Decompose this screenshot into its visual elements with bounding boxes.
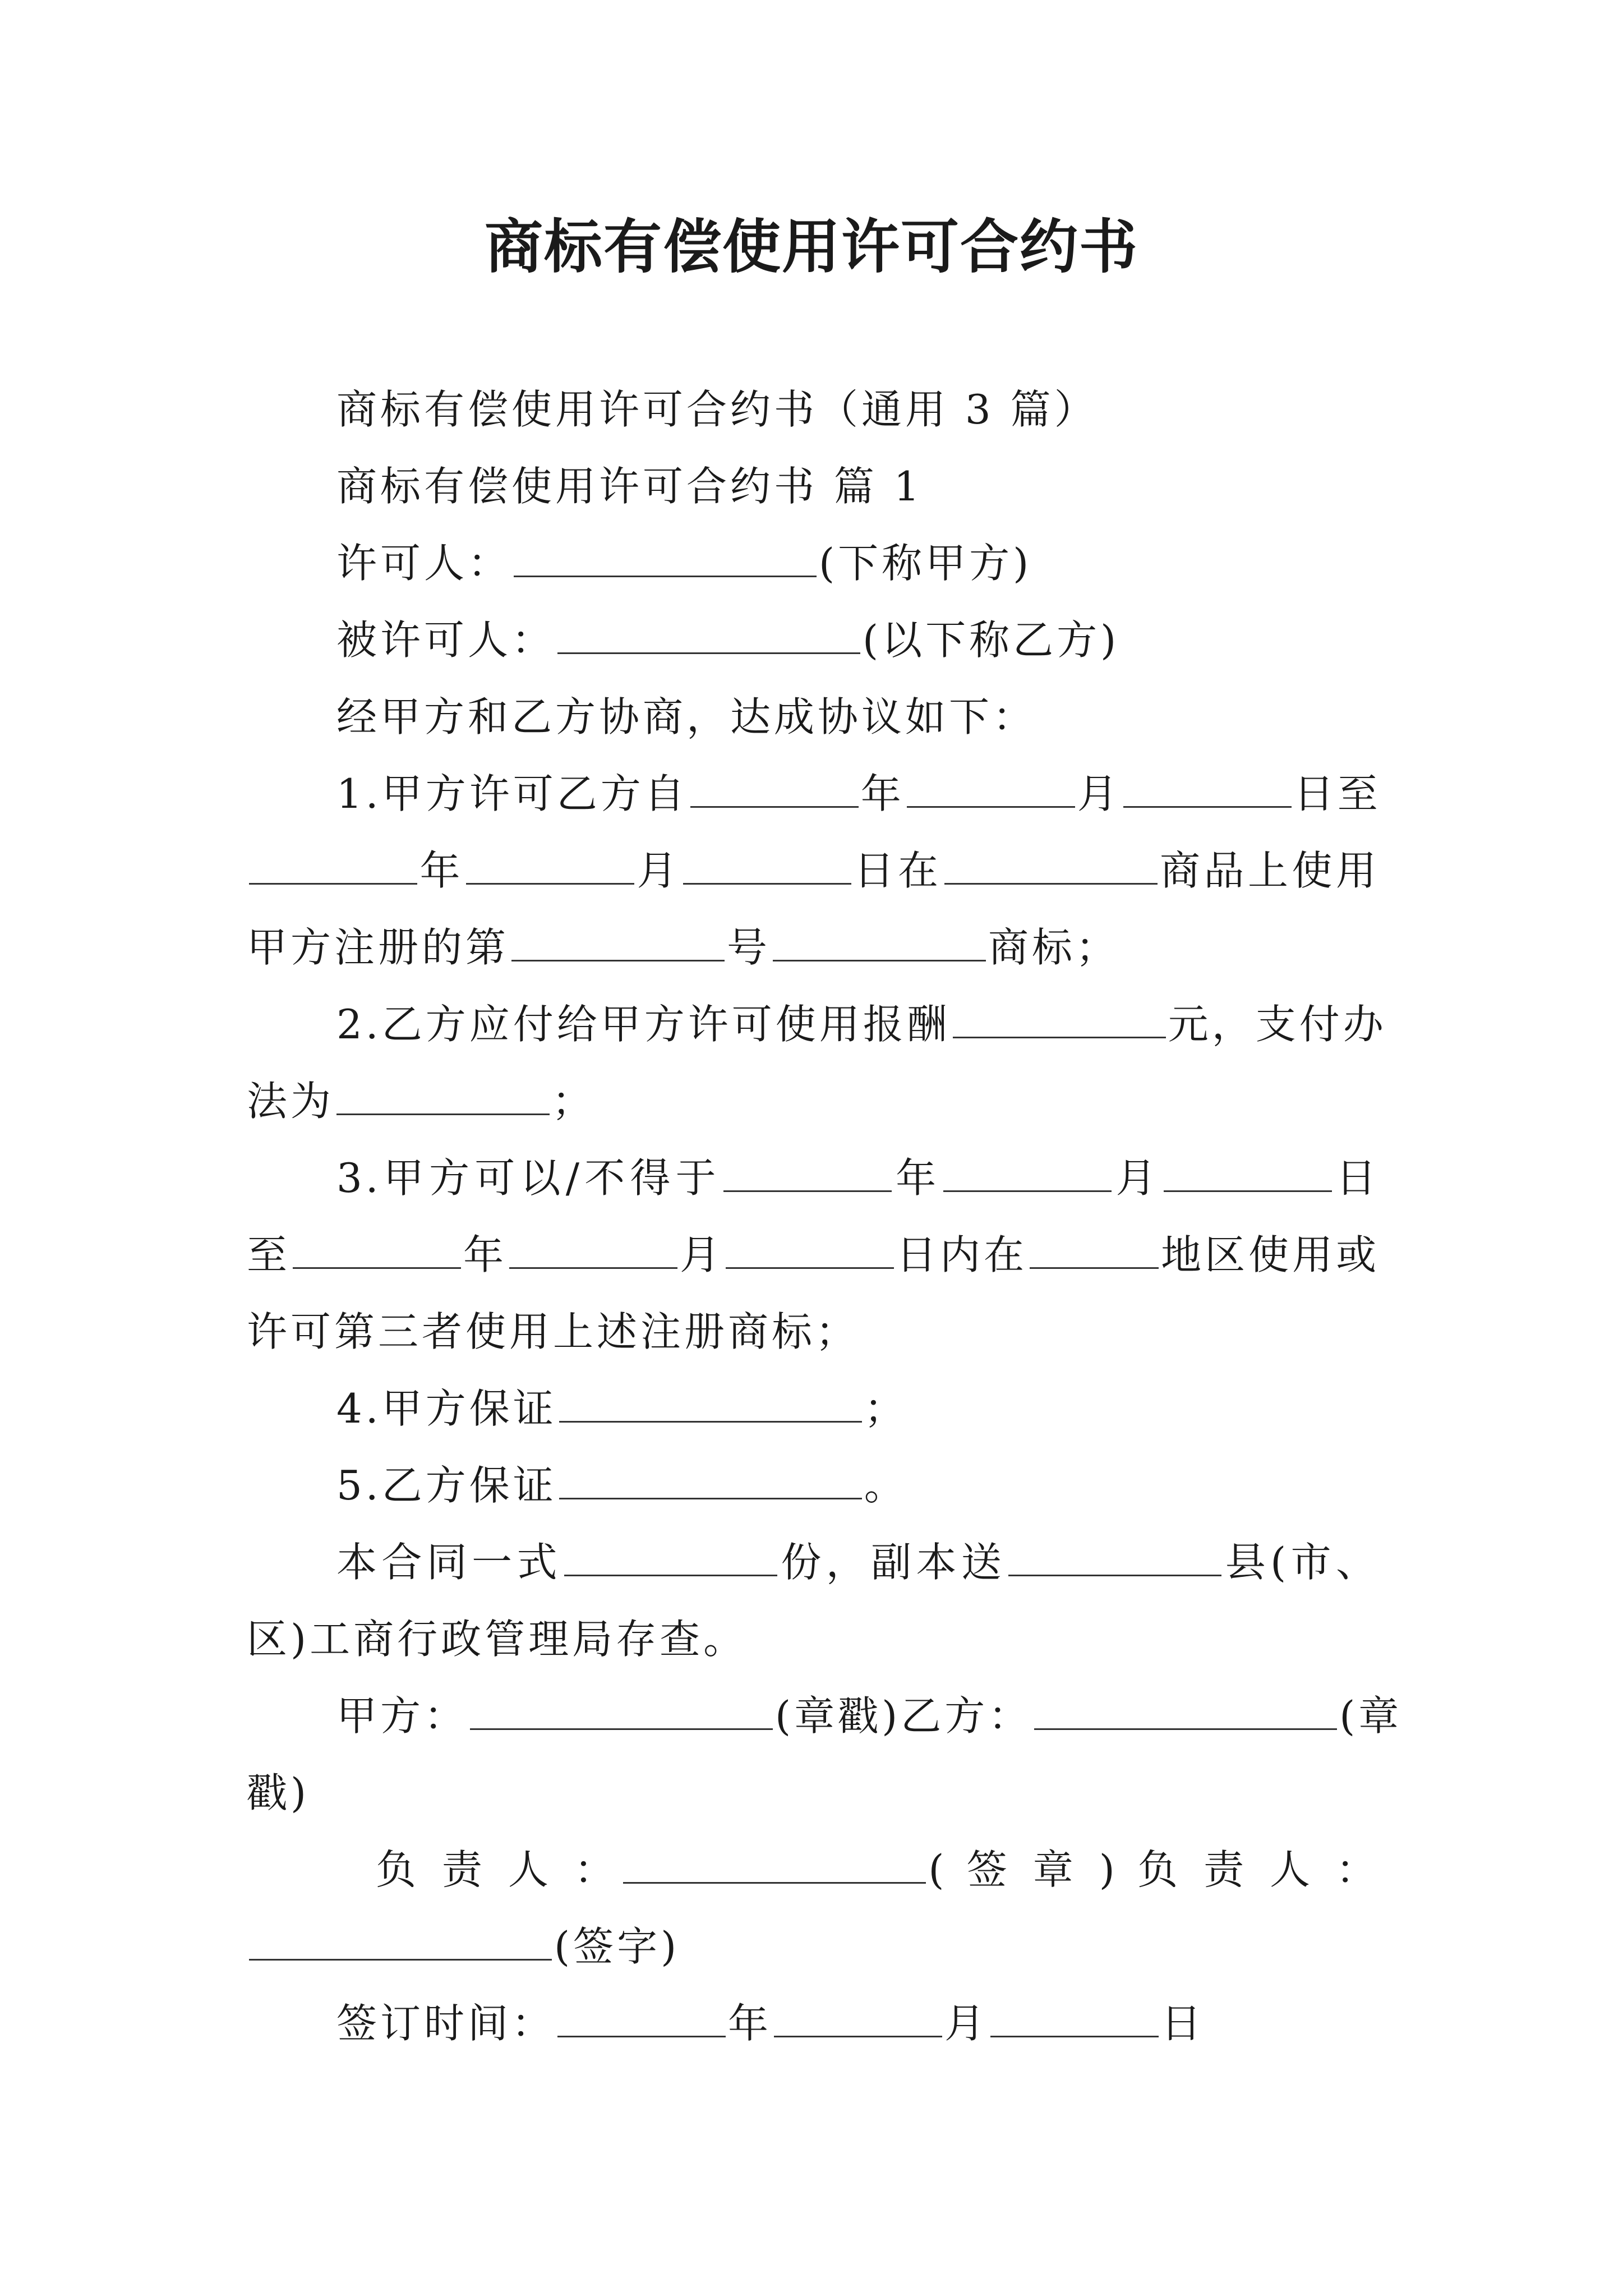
year-label: 年 [860, 770, 905, 817]
clause-3-line-3 [247, 1304, 1380, 1360]
period: 。 [864, 1462, 908, 1509]
clause-2-line-2 [247, 1073, 1380, 1129]
payment-method-label: 法为 [247, 1078, 335, 1125]
clause-5-text: 5.乙方保证 [336, 1462, 557, 1509]
licensor-suffix: (下称甲方) [819, 540, 1032, 587]
seal-label-end: 戳) [247, 1769, 310, 1816]
signatory-a-blank [623, 1843, 926, 1884]
year-label: 年 [419, 847, 464, 894]
date-blank [990, 1996, 1159, 2037]
month-label: 月 [637, 847, 681, 894]
region-label: 地区使用或 [1161, 1231, 1380, 1278]
licensor-blank [514, 536, 817, 577]
copy-sent-label: 份，副本送 [779, 1539, 1007, 1586]
guarantee-b-blank [559, 1458, 862, 1499]
trademark-blank [773, 921, 986, 961]
date-blank [690, 767, 859, 808]
sign-date-label: 签订时间： [336, 2000, 556, 2047]
sign-date-line [247, 1995, 1380, 2051]
clause-3-end: 许可第三者使用上述注册商标； [247, 1308, 860, 1355]
month-label: 月 [944, 2000, 989, 2047]
date-blank [943, 1151, 1112, 1192]
seal-label: (章 [1339, 1692, 1403, 1740]
year-label: 年 [728, 2000, 772, 2047]
clause-5 [247, 1457, 1380, 1513]
year-label: 年 [893, 1154, 942, 1202]
month-label: 月 [680, 1231, 724, 1278]
clause-4-text: 4.甲方保证 [336, 1385, 557, 1432]
agreement-intro-text: 经甲方和乙方协商，达成协议如下： [336, 693, 1037, 740]
clause-3-line-2 [247, 1227, 1380, 1283]
licensor-label: 许可人： [336, 540, 512, 587]
date-blank [723, 1151, 892, 1192]
signatory-b-blank [249, 1920, 552, 1961]
payment-method-blank [336, 1074, 550, 1115]
date-blank [726, 1228, 894, 1269]
parties-seal-line-2 [247, 1765, 1380, 1821]
date-blank [557, 1996, 726, 2037]
agreement-intro [247, 689, 1380, 745]
licensee-label: 被许可人： [336, 616, 556, 664]
month-label: 月 [1077, 770, 1121, 817]
clause-3-line-1 [247, 1150, 1380, 1206]
signature-label: (签字) [554, 1923, 680, 1970]
copies-label: 本合同一式 [336, 1539, 562, 1586]
copies-line-2 [247, 1611, 1380, 1667]
clause-4 [247, 1381, 1380, 1437]
clause-2-text: 2.乙方应付给甲方许可使用报酬 [336, 1001, 951, 1048]
guarantee-a-blank [559, 1382, 862, 1423]
day-label: 日 [1334, 1154, 1380, 1202]
day-label: 日 [1161, 2000, 1205, 2047]
day-label: 日内在 [896, 1231, 1028, 1278]
date-blank [1123, 767, 1292, 808]
date-blank [774, 1996, 942, 2037]
licensee-suffix: (以下称乙方) [863, 616, 1120, 664]
goods-label: 商品上使用 [1159, 847, 1380, 894]
copies-blank [564, 1535, 777, 1576]
date-blank [293, 1228, 461, 1269]
signatory-line-2 [247, 1918, 1380, 1975]
date-blank [466, 844, 634, 885]
trademark-label: 商标； [988, 924, 1120, 971]
clause-2-line-1 [247, 996, 1387, 1052]
party-a-label: 甲方： [336, 1692, 468, 1740]
county-blank [1008, 1535, 1221, 1576]
month-label: 月 [1114, 1154, 1161, 1202]
goods-blank [944, 844, 1158, 885]
licensee-blank [557, 613, 860, 654]
year-label: 年 [463, 1231, 508, 1278]
fee-suffix: 元，支付办 [1168, 1001, 1387, 1048]
bureau-text: 区)工商行政管理局存查。 [247, 1616, 748, 1663]
clause-1-text: 1.甲方许可乙方自 [336, 770, 688, 817]
date-blank [509, 1228, 677, 1269]
clause-1-line-3 [247, 919, 1380, 976]
parties-seal-line [247, 1688, 1403, 1744]
document-title: 商标有偿使用许可合约书 [484, 212, 1138, 281]
clause-1-line-1 [247, 766, 1380, 822]
fee-blank [953, 997, 1166, 1038]
region-blank [1030, 1228, 1159, 1269]
party-b-blank [1034, 1689, 1337, 1730]
section-heading-text: 商标有偿使用许可合约书 篇 1 [336, 463, 923, 510]
semicolon: ； [552, 1078, 596, 1125]
licensor-line [247, 535, 1380, 591]
section-heading [247, 458, 1380, 514]
party-b-label: (章戳)乙方： [775, 1692, 1032, 1740]
registration-label: 甲方注册的第 [247, 924, 510, 971]
party-a-blank [470, 1689, 773, 1730]
registration-number-blank [511, 921, 725, 961]
date-blank [907, 767, 1075, 808]
semicolon: ； [864, 1385, 908, 1432]
to-label: 至 [247, 1231, 291, 1278]
date-blank [683, 844, 851, 885]
county-label: 县(市、 [1224, 1539, 1380, 1586]
date-blank [1164, 1151, 1332, 1192]
subtitle-text: 商标有偿使用许可合约书（通用 3 篇） [336, 386, 1098, 433]
licensee-line [247, 612, 1380, 668]
copies-line-1 [247, 1534, 1380, 1590]
subtitle-line [247, 381, 1380, 438]
signatory-a-label: 负 责 人 ： [376, 1846, 621, 1893]
clause-1-line-2 [247, 843, 1380, 899]
date-blank [249, 844, 417, 885]
day-label: 日在 [854, 847, 942, 894]
day-label: 日至 [1293, 770, 1381, 817]
clause-3-text: 3.甲方可以/不得于 [336, 1154, 721, 1202]
signatory-line [247, 1842, 1380, 1898]
signatory-b-label: ( 签 章 ) 负 责 人 ： [928, 1846, 1380, 1893]
number-label: 号 [727, 924, 771, 971]
